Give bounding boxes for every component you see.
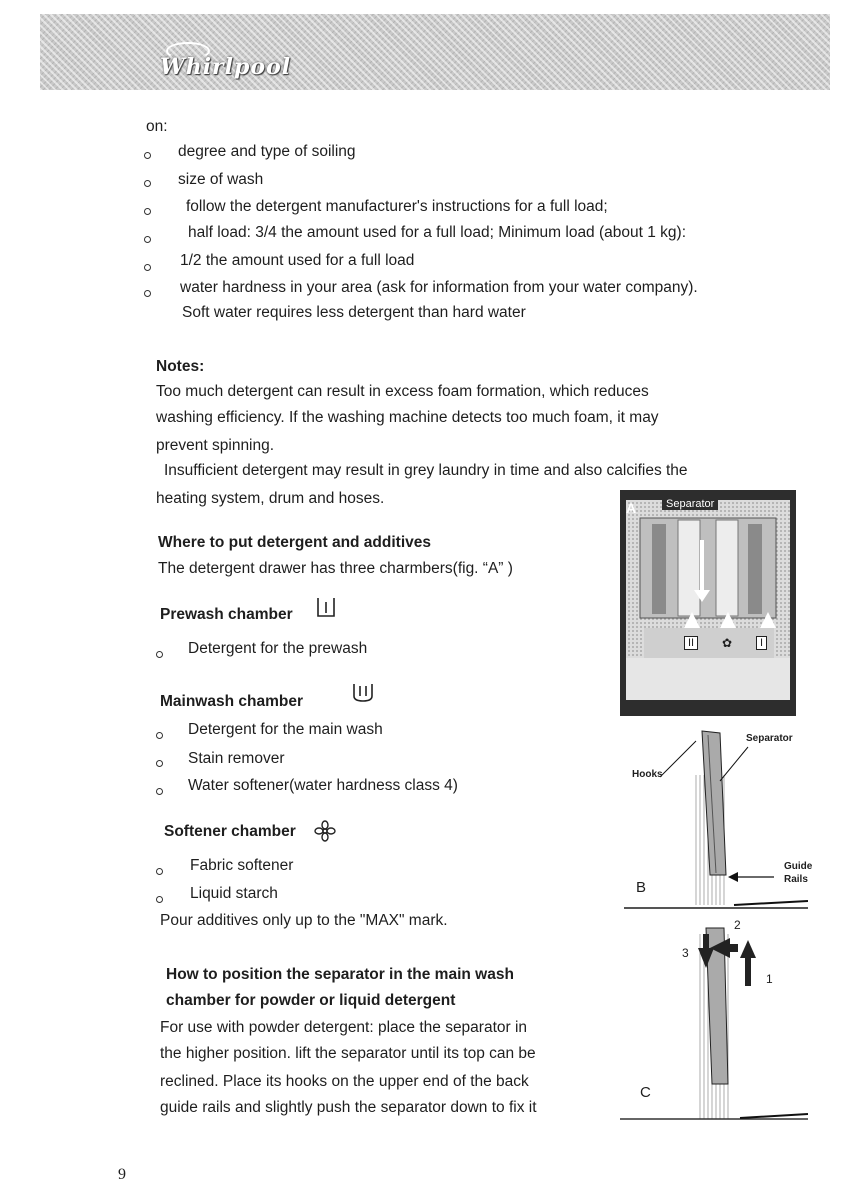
intro-on: on: (146, 118, 168, 135)
list-item: Stain remover (188, 750, 285, 767)
list-item: half load: 3/4 the amount used for a full load; Minimum load (about 1 kg): (188, 224, 687, 241)
where-text: The detergent drawer has three charmbers(fig. “A” ) (158, 560, 513, 577)
figure-b-rails-label: Rails (784, 874, 808, 885)
notes-title: Notes: (156, 358, 205, 375)
figure-c-step-3: 3 (682, 946, 689, 960)
notes-line: prevent spinning. (156, 437, 275, 454)
figure-a-icon-i: I (756, 636, 767, 650)
notes-line: washing efficiency. If the washing machine detects too much foam, it may (156, 409, 659, 426)
list-item: degree and type of soiling (178, 143, 356, 160)
softener-footer: Pour additives only up to the "MAX" mark. (160, 912, 448, 929)
list-item: Detergent for the prewash (188, 640, 368, 657)
bullet-icon (144, 152, 151, 159)
notes-line: Too much detergent can result in excess foam formation, which reduces (156, 383, 649, 400)
figure-c (620, 914, 808, 1124)
figure-c-step-2: 2 (734, 918, 741, 932)
bullet-icon (144, 208, 151, 215)
page-number: 9 (118, 1166, 126, 1183)
figure-a-flower-icon: ✿ (722, 636, 733, 650)
figure-b-hooks-label: Hooks (632, 769, 663, 780)
soft-water-note: Soft water requires less detergent than hard water (182, 304, 526, 321)
separator-line: For use with powder detergent: place the separator in (160, 1019, 528, 1036)
separator-title-2: chamber for powder or liquid detergent (166, 992, 456, 1009)
figure-a-letter: A (626, 500, 637, 516)
figure-a-icon-ii: II (684, 636, 698, 650)
prewash-icon (316, 596, 336, 620)
figure-c-step-1: 1 (766, 972, 773, 986)
bullet-icon (156, 732, 163, 739)
bullet-icon (144, 180, 151, 187)
bullet-icon (144, 236, 151, 243)
notes-line: Insufficient detergent may result in grey laundry in time and also calcifies the (164, 462, 688, 479)
figure-a (620, 490, 796, 716)
bullet-icon (156, 896, 163, 903)
bullet-icon (144, 290, 151, 297)
softener-title: Softener chamber (164, 823, 296, 840)
list-item: Fabric softener (190, 857, 294, 874)
figure-b-separator-label: Separator (746, 733, 793, 744)
header-banner (40, 14, 830, 90)
brand-logo: Whirlpool (160, 54, 292, 80)
mainwash-title: Mainwash chamber (160, 693, 303, 710)
bullet-icon (156, 760, 163, 767)
bullet-icon (156, 651, 163, 658)
notes-line: heating system, drum and hoses. (156, 490, 385, 507)
figure-b (624, 725, 813, 911)
list-item: size of wash (178, 171, 264, 188)
figure-b-guide-label: Guide (784, 861, 813, 872)
bullet-icon (156, 868, 163, 875)
figure-c-letter: C (640, 1084, 651, 1101)
figure-b-letter: B (636, 879, 647, 896)
figure-a-separator-label: Separator (662, 498, 718, 510)
list-item: 1/2 the amount used for a full load (180, 252, 415, 269)
separator-line: guide rails and slightly push the separator down to fix it (160, 1099, 537, 1116)
separator-line: the higher position. lift the separator until its top can be (160, 1045, 536, 1062)
separator-line: reclined. Place its hooks on the upper end of the back (160, 1073, 529, 1090)
separator-title: How to position the separator in the main wash (166, 966, 514, 983)
list-item: Water softener(water hardness class 4) (188, 777, 458, 794)
bullet-icon (156, 788, 163, 795)
where-title: Where to put detergent and additives (158, 534, 431, 551)
bullet-icon (144, 264, 151, 271)
flower-icon (314, 820, 336, 842)
list-item: water hardness in your area (ask for information from your water company). (180, 279, 698, 296)
list-item: follow the detergent manufacturer's instructions for a full load; (186, 198, 608, 215)
list-item: Liquid starch (190, 885, 278, 902)
prewash-title: Prewash chamber (160, 606, 293, 623)
list-item: Detergent for the main wash (188, 721, 383, 738)
mainwash-icon (352, 680, 374, 704)
